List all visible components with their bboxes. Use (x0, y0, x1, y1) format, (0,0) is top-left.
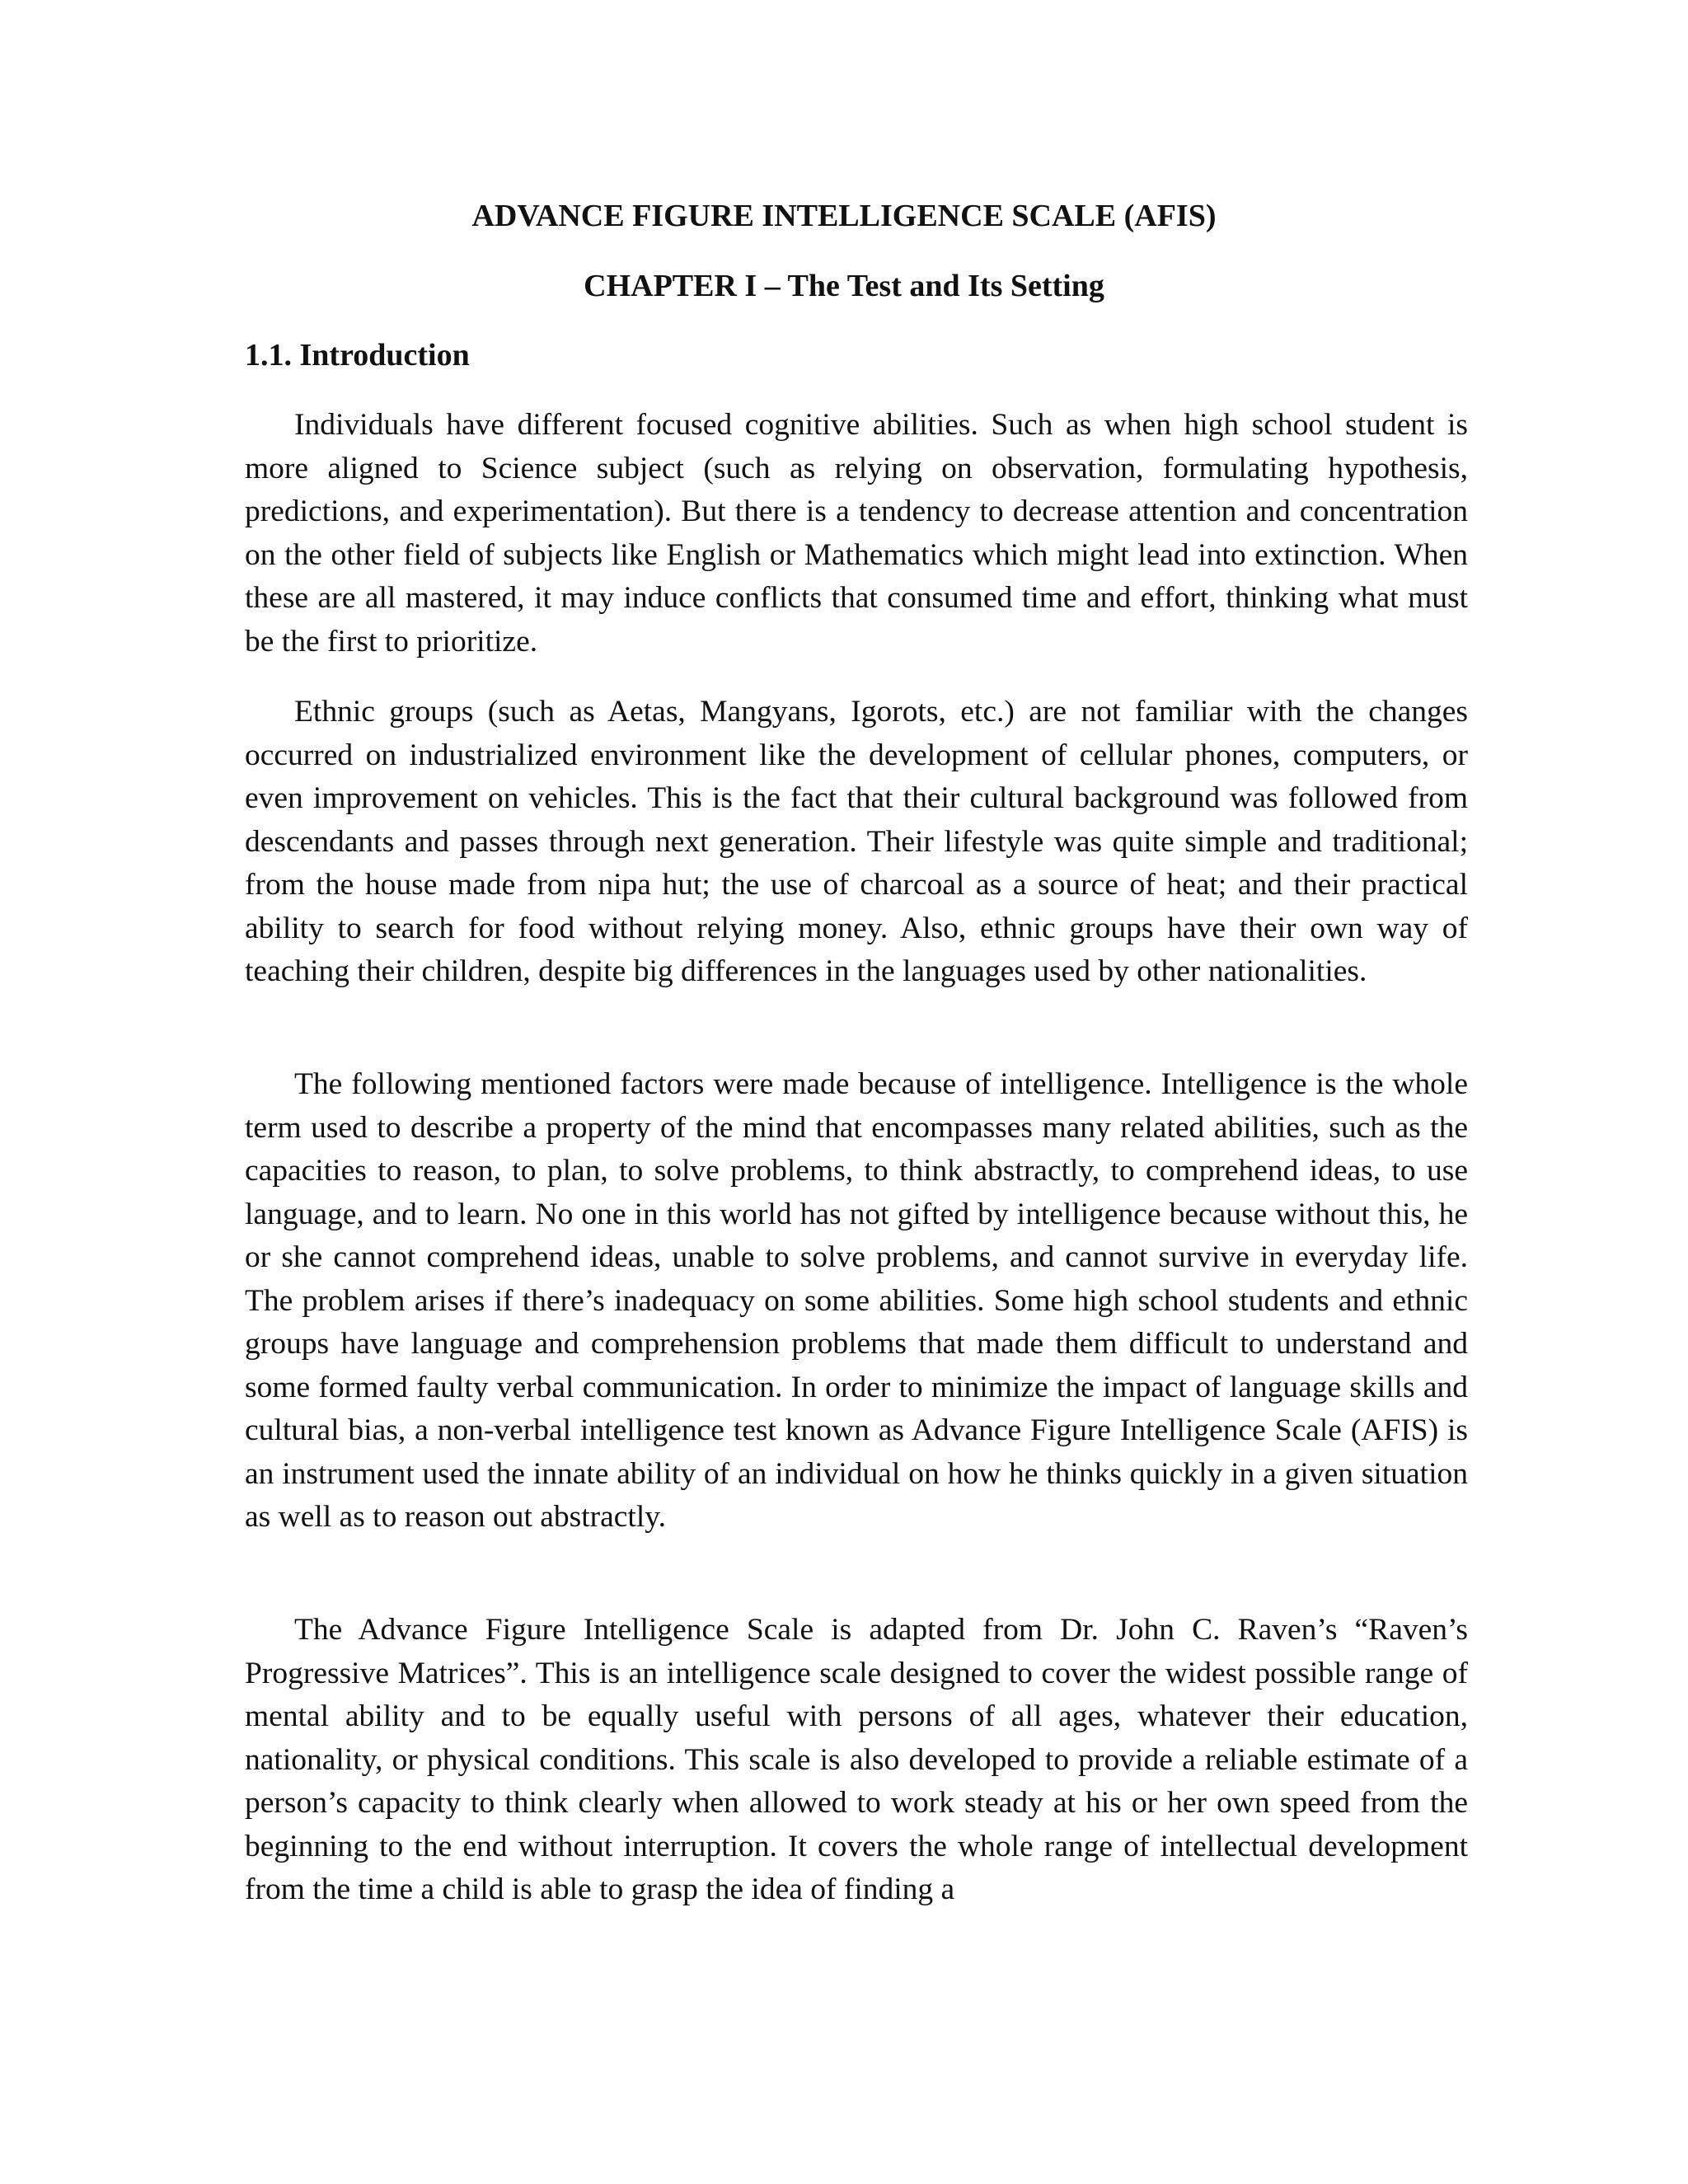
paragraph-intelligence: The following mentioned factors were made because of intelligence. Intelligence is the whole term used to describe a property of the mind that encompasses many related abilities, such as the capacities to reason, to plan, to solve problems, to think abstractly, to comprehend ideas, to use language, and to learn. No one in this world has not gifted by intelligence because without this, he or she cannot comprehend ideas, unable to solve problems, and cannot survive in everyday life. The problem arises if there’s inadequacy on some abilities. Some high school students and ethnic groups have language and comprehension problems that made them difficult to understand and some formed faulty verbal communication. In order to minimize the impact of language skills and cultural bias, a non-verbal intelligence test known as Advance Figure Intelligence Scale (AFIS) is an instrument used the innate ability of an individual on how he thinks quickly in a given situation as well as to reason out abstractly. (245, 1067, 1468, 1534)
paragraph-ethnic-groups: Ethnic groups (such as Aetas, Mangyans, Igorots, etc.) are not familiar with the changes occurred on industrialized environment like the development of cellular phones, computers, or even improvement on vehicles. This is the fact that their cultural background was followed from descendants and passes through next generation. Their lifestyle was quite simple and traditional; from the house made from nipa hut; the use of charcoal as a source of heat; and their practical ability to search for food without relying money. Also, ethnic groups have their own way of teaching their children, despite big differences in the languages used by other nationalities. (245, 695, 1468, 988)
paragraph-cognitive-abilities: Individuals have different focused cognitive abilities. Such as when high school student is more aligned to Science subject (such as relying on observation, formulating hypothesis, predictions, and experimentation). But there is a tendency to decrease attention and concentration on the other field of subjects like English or Mathematics which might lead into extinction. When these are all mastered, it may induce conflicts that consumed time and effort, thinking what must be the first to prioritize. (245, 408, 1468, 658)
document-title: ADVANCE FIGURE INTELLIGENCE SCALE (AFIS) (471, 199, 1217, 233)
chapter-title: CHAPTER I – The Test and Its Setting (584, 269, 1104, 303)
paragraph-afis-origin: The Advance Figure Intelligence Scale is adapted from Dr. John C. Raven’s “Raven’s Progressive Matrices”. This is an intelligence scale designed to cover the widest possible range of mental ability and to be equally useful with persons of all ages, whatever their education, nationality, or physical conditions. This scale is also developed to provide a reliable estimate of a person’s capacity to think clearly when allowed to work steady at his or her own speed from the beginning to the end without interruption. It covers the whole range of intellectual development from the time a child is able to grasp the idea of finding a (245, 1613, 1468, 1906)
section-heading: 1.1. Introduction (245, 338, 470, 373)
